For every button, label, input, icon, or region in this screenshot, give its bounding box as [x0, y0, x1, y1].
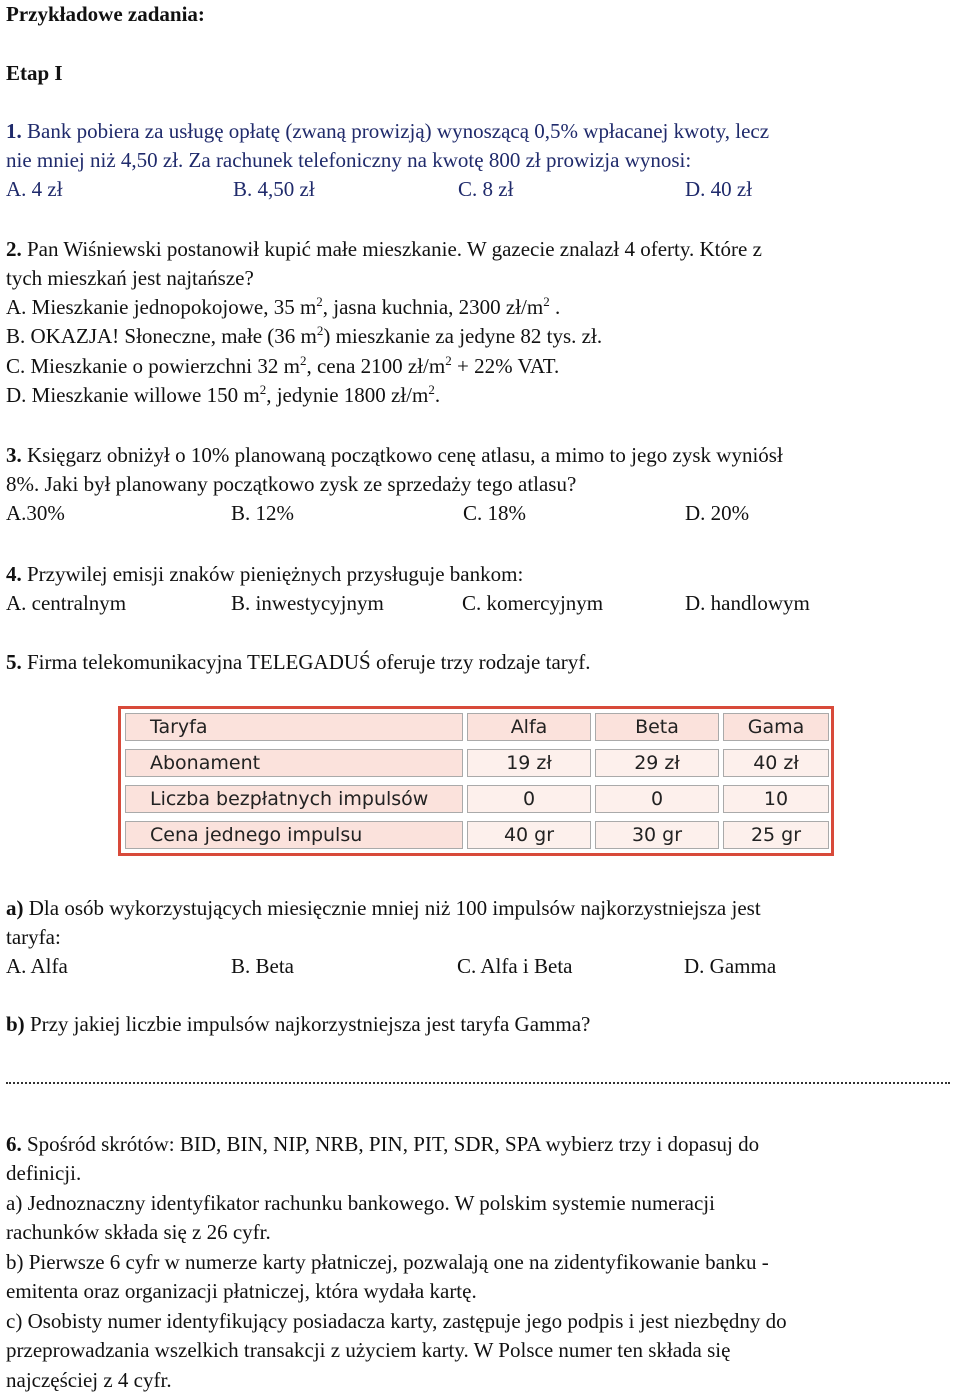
q5b-label: b) [6, 1012, 25, 1036]
q6-definition-b-1: b) Pierwsze 6 cyfr w numerze karty płatniczej, pozwalają one na zidentyfikowanie banku - [6, 1250, 769, 1274]
table-cell: 40 zł [723, 749, 829, 777]
q2-option-c: C. Mieszkanie o powierzchni 32 $m^2$, cena 2100 $zł/m^2 + 22\%$ VAT. [6, 353, 560, 378]
q5-number: 5. [6, 650, 22, 674]
q5-text-1: Firma telekomunikacyjna TELEGADUŚ oferuje trzy rodzaje taryf. [21, 650, 591, 674]
table-cell: Abonament [125, 749, 463, 777]
q5a-option-b: B. Beta [231, 954, 294, 978]
q3-option-a: A.30% [6, 501, 65, 525]
tariff-table [118, 706, 834, 856]
q4-number: 4. [6, 562, 22, 586]
q6-definition-c-1: c) Osobisty numer identyfikujący posiadacza karty, zastępuje jego podpis i jest niezbędny do [6, 1309, 787, 1333]
q1-line2: nie mniej niż 4,50 zł. Za rachunek telefoniczny na kwotę 800 zł prowizja wynosi: [6, 148, 692, 172]
q1-option-a: A. 4 zł [6, 177, 63, 201]
q5a-line2: taryfa: [6, 925, 61, 949]
q4-line1 [6, 564, 523, 585]
q6-definition-b-2: emitenta oraz organizacji płatniczej, która wydała kartę. [6, 1279, 477, 1303]
q5a-label: a) [6, 896, 24, 920]
table-cell: 40 gr [467, 821, 591, 849]
page-title: Przykładowe zadania: [6, 2, 205, 26]
table-row [125, 749, 827, 779]
table-row [125, 821, 827, 851]
table-row [125, 785, 827, 815]
table-header-cell: Gama [723, 713, 829, 741]
q5a-text-1: Dla osób wykorzystujących miesięcznie mniej niż 100 impulsów najkorzystniejsza jest [23, 896, 761, 920]
q2-option-b: B. OKAZJA! Słoneczne, małe (36 $m^2$) mieszkanie za jedyne 82 tys. zł. [6, 323, 603, 348]
q6-text-1: Spośród skrótów: BID, BIN, NIP, NRB, PIN, PIT, SDR, SPA wybierz trzy i dopasuj do [21, 1132, 760, 1156]
q1-option-b: B. 4,50 zł [233, 177, 315, 201]
q4-text-1: Przywilej emisji znaków pieniężnych przysługuje bankom: [21, 562, 524, 586]
table-cell: 25 gr [723, 821, 829, 849]
q3-line1 [6, 445, 783, 466]
q2-option-d: D. Mieszkanie willowe 150 $m^2$, jedynie 1800 $zł/m^2$. [6, 382, 441, 407]
q4-option-a: A. centralnym [6, 591, 127, 615]
table-cell: 10 [723, 785, 829, 813]
q1-text-1: Bank pobiera za usługę opłatę (zwaną prowizją) wynoszącą 0,5% wpłacanej kwoty, lecz [21, 119, 770, 143]
q3-line2: 8%. Jaki był planowany początkowo zysk ze sprzedaży tego atlasu? [6, 472, 577, 496]
table-cell: 0 [467, 785, 591, 813]
q2-option-a: A. Mieszkanie jednopokojowe, 35 $m^2$, jasna kuchnia, 2300 $zł/m^2$ . [6, 294, 561, 319]
table-cell: Cena jednego impulsu [125, 821, 463, 849]
table-cell: 19 zł [467, 749, 591, 777]
q2-text-1: Pan Wiśniewski postanowił kupić małe mieszkanie. W gazecie znalazł 4 oferty. Które z [21, 237, 762, 261]
table-cell: 29 zł [595, 749, 719, 777]
q3-option-c: C. 18% [463, 501, 526, 525]
q6-definition-a-1: a) Jednoznaczny identyfikator rachunku bankowego. W polskim systemie numeracji [6, 1191, 715, 1215]
q4-option-d: D. handlowym [685, 591, 810, 615]
q2-line1 [6, 239, 762, 260]
answer-dotted-line [6, 1082, 950, 1084]
q4-option-c: C. komercyjnym [462, 591, 604, 615]
q6-line1 [6, 1134, 759, 1155]
q5a-line1 [6, 898, 761, 919]
q6-definition-c-3: najczęściej z 4 cyfr. [6, 1368, 172, 1392]
q6-number: 6. [6, 1132, 22, 1156]
table-cell: Liczba bezpłatnych impulsów [125, 785, 463, 813]
table-header-cell: Beta [595, 713, 719, 741]
q6-line2: definicji. [6, 1161, 82, 1185]
q5-line1 [6, 652, 591, 673]
q2-line2: tych mieszkań jest najtańsze? [6, 266, 254, 290]
q6-definition-c-2: przeprowadzania wszelkich transakcji z użyciem karty. W Polsce numer ten składa się [6, 1338, 731, 1362]
q3-number: 3. [6, 443, 22, 467]
table-cell: 30 gr [595, 821, 719, 849]
q2-number: 2. [6, 237, 22, 261]
table-cell: 0 [595, 785, 719, 813]
q4-option-b: B. inwestycyjnym [231, 591, 384, 615]
tariff-table-header-row [125, 713, 827, 743]
q5a-option-a: A. Alfa [6, 954, 68, 978]
q1-option-d: D. 40 zł [685, 177, 753, 201]
q1-line1 [6, 121, 769, 142]
table-header-cell: Alfa [467, 713, 591, 741]
q3-option-d: D. 20% [685, 501, 750, 525]
stage-heading: Etap I [6, 61, 63, 85]
q3-option-b: B. 12% [231, 501, 294, 525]
q5a-option-c: C. Alfa i Beta [457, 954, 573, 978]
q1-option-c: C. 8 zł [458, 177, 514, 201]
q5b-text-1: Przy jakiej liczbie impulsów najkorzystniejsza jest taryfa Gamma? [24, 1012, 591, 1036]
q5b-line1 [6, 1014, 590, 1035]
q1-number: 1. [6, 119, 22, 143]
table-header-cell: Taryfa [125, 713, 463, 741]
q5a-option-d: D. Gamma [684, 954, 777, 978]
q3-text-1: Księgarz obniżył o 10% planowaną początkowo cenę atlasu, a mimo to jego zysk wyniósł [21, 443, 783, 467]
q6-definition-a-2: rachunków składa się z 26 cyfr. [6, 1220, 271, 1244]
